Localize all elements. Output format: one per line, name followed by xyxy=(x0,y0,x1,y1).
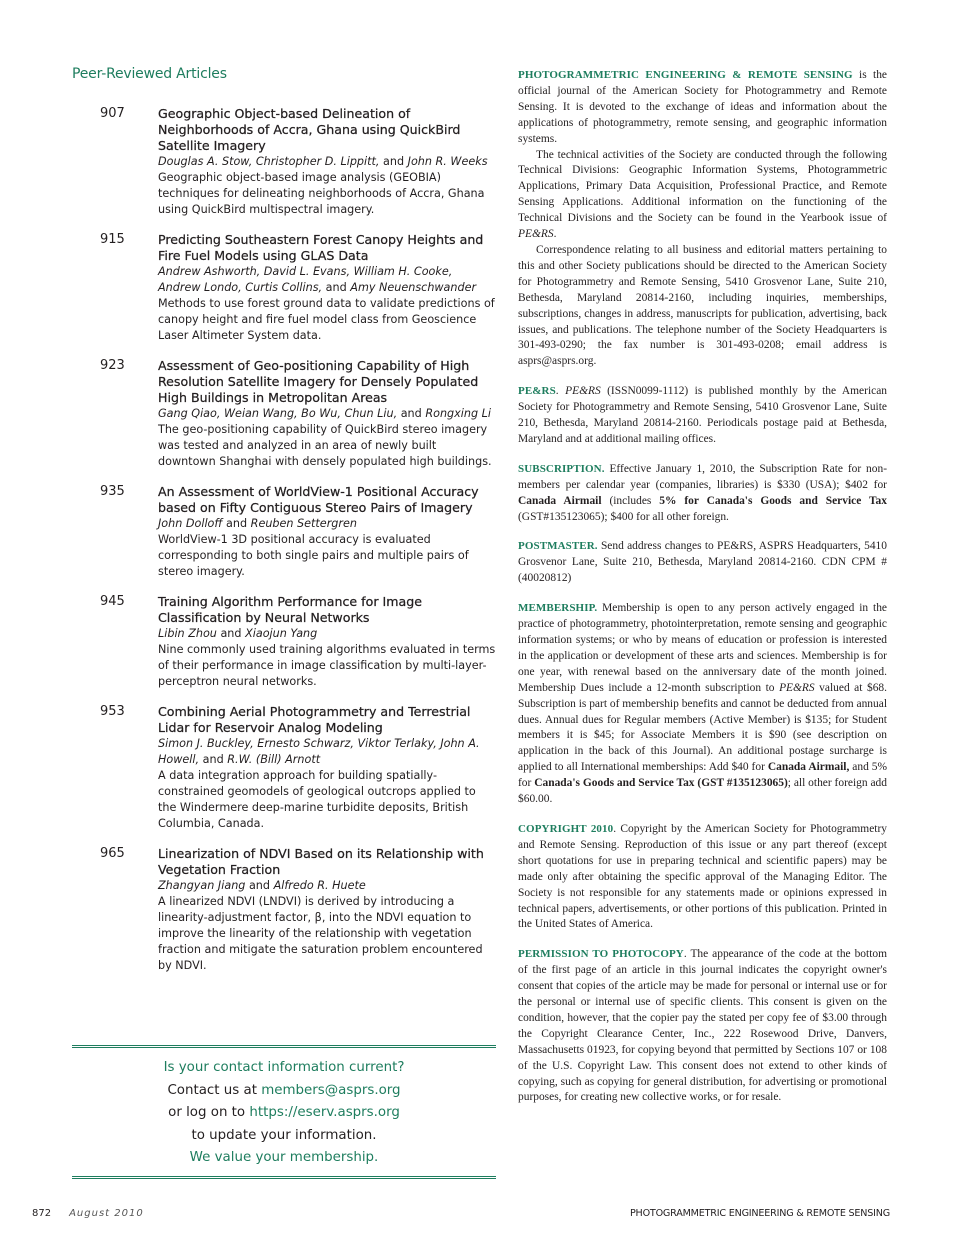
authors-b: John R. Weeks xyxy=(407,155,488,168)
article-abstract: A data integration approach for building spatially-constrained geomodels of geological outcrops applied to the Windermere deep-marine turbidite deposits, British Columbia, Canada. xyxy=(158,769,476,830)
journal-name-footer: PHOTOGRAMMETRIC ENGINEERING & REMOTE SENSING xyxy=(629,1208,890,1219)
authors-a: John Dolloff xyxy=(158,517,223,530)
article-authors xyxy=(158,626,497,642)
technical-paragraph xyxy=(518,148,887,243)
authors-and: and xyxy=(325,281,347,294)
article-page-number: 965 xyxy=(100,846,125,861)
article-abstract: WorldView-1 3D positional accuracy is evaluated corresponding to both single pairs and multiple pairs of stereo imagery. xyxy=(158,533,469,578)
technical-text-b: . xyxy=(553,228,557,241)
page-number: 872 xyxy=(32,1208,52,1219)
article-title[interactable]: Combining Aerial Photogrammetry and Terrestrial Lidar for Reservoir Analog Modeling xyxy=(158,704,471,735)
authors-b: R.W. (Bill) Arnott xyxy=(227,753,321,766)
subscription-heading: SUBSCRIPTION. xyxy=(518,462,605,475)
technical-text-a: The technical activities of the Society are conducted through the following Technical Divisions: Geographic Information Systems, Photogrammetric Applications, Primary Data Acquisition, Professional Practice, and Remote Sensing Applications. Additional information on the functioning of the Technical Divisions and the Society can be found in the Yearbook issue of xyxy=(518,148,887,225)
copyright-heading: COPYRIGHT 2010 xyxy=(518,822,614,835)
contact-value-line: We value your membership. xyxy=(189,1150,379,1166)
article-authors xyxy=(158,264,497,296)
membership-bold-b: Canada's Goods and Service Tax (GST #135123065) xyxy=(534,777,788,790)
authors-a: Libin Zhou xyxy=(158,627,217,640)
article-entry xyxy=(72,704,497,832)
membership-paragraph xyxy=(518,601,887,808)
pers-text: (ISSN0099-1112) is published monthly by the American Society for Photogrammetry and Remote Sensing, 5410 Grosvenor Lane, Suite 210, Bethesda, Maryland 20814-2160. Periodicals postage paid at Bethesda, Maryland and at additional mailing offices. xyxy=(518,385,887,445)
article-page-number: 945 xyxy=(100,594,125,609)
postmaster-heading: POSTMASTER. xyxy=(518,540,598,553)
authors-b: Reuben Settergren xyxy=(250,517,357,530)
subscription-text-a: Effective January 1, 2010, the Subscription Rate for non-members per calendar year (companies, libraries) is $330 (USA); $402 for xyxy=(518,462,887,491)
authors-a: Simon J. Buckley, Ernesto Schwarz, Viktor Terlaky, John A. Howell, xyxy=(158,737,480,766)
authors-and: and xyxy=(202,753,224,766)
authors-and: and xyxy=(400,407,422,420)
page-footer-left xyxy=(32,1208,144,1219)
intro-paragraph xyxy=(518,68,887,148)
membership-bold-a: Canada Airmail, xyxy=(767,761,850,774)
contact-update-line: to update your information. xyxy=(191,1127,377,1143)
permission-paragraph xyxy=(518,947,887,1106)
authors-a: Andrew Ashworth, David L. Evans, William H. Cooke, Andrew Londo, Curtis Collins, xyxy=(158,265,453,294)
article-entry xyxy=(72,846,497,974)
membership-text-b: valued at $68. Subscription is part of membership benefits and cannot be deducted from annual dues. Annual dues for Regular members (Active Member) is $135; for Student members it is $45; for Associate Members it is $90 (see description on application in the back of this Journal). An additional postage surcharge is applied to all International memberships: Add $40 for xyxy=(518,681,887,774)
article-title[interactable]: Training Algorithm Performance for Image Classification by Neural Networks xyxy=(158,594,422,625)
subscription-paragraph xyxy=(518,462,887,526)
article-title[interactable]: An Assessment of WorldView-1 Positional Accuracy based on Fifty Contiguous Stereo Pairs of Imagery xyxy=(158,484,479,515)
membership-text-c: and 5% for xyxy=(518,761,887,790)
authors-and: and xyxy=(248,879,271,892)
section-title: Peer-Reviewed Articles xyxy=(72,66,227,82)
contact-email-link[interactable]: members@asprs.org xyxy=(261,1082,401,1098)
article-entry xyxy=(72,358,497,470)
article-page-number: 935 xyxy=(100,484,125,499)
article-abstract: The geo-positioning capability of QuickBird stereo imagery was tested and analyzed in an area of newly built downtown Shanghai with densely populated high buildings. xyxy=(158,423,492,468)
membership-italic: PE&RS xyxy=(779,681,815,694)
article-abstract: A linearized NDVI (LNDVI) is derived by introducing a linearity-adjustment factor, β, into the NDVI equation to improve the linearity of the relationship with vegetation fraction and mitigate the saturation problem encountered by NDVI. xyxy=(158,895,483,972)
authors-a: Zhangyan Jiang xyxy=(158,879,246,892)
article-page-number: 953 xyxy=(100,704,125,719)
article-authors xyxy=(158,736,497,768)
masthead-column xyxy=(518,68,887,1120)
article-entry xyxy=(72,232,497,344)
subscription-bold-a: Canada Airmail xyxy=(518,494,602,507)
pers-heading: PE&RS xyxy=(518,385,556,398)
article-title[interactable]: Predicting Southeastern Forest Canopy Heights and Fire Fuel Models using GLAS Data xyxy=(158,232,484,263)
subscription-bold-b: 5% for Canada's Goods and Service Tax xyxy=(659,494,887,507)
authors-a: Douglas A. Stow, Christopher D. Lippitt, xyxy=(158,155,380,168)
authors-b: Amy Neuenschwander xyxy=(350,281,477,294)
article-title[interactable]: Assessment of Geo-positioning Capability of High Resolution Satellite Imagery for Densely Populated High Buildings in Metropolitan Areas xyxy=(158,358,479,405)
intro-text: is the official journal of the American Society for Photogrammetry and Remote Sensing. It is devoted to the exchange of ideas and information about the applications of photogrammetry, remote sensing, and geographic information systems. xyxy=(518,69,887,145)
article-entry xyxy=(72,106,497,218)
authors-and: and xyxy=(383,155,405,168)
article-authors xyxy=(158,406,497,422)
article-page-number: 923 xyxy=(100,358,125,373)
contact-question: Is your contact information current? xyxy=(163,1060,405,1075)
article-authors xyxy=(158,154,497,170)
contact-url-prefix: or log on to xyxy=(168,1105,250,1121)
article-authors xyxy=(158,516,497,532)
authors-b: Xiaojun Yang xyxy=(245,627,318,640)
issue-date: August 2010 xyxy=(69,1208,144,1219)
contents-column xyxy=(72,66,497,988)
article-title[interactable]: Geographic Object-based Delineation of Neighborhoods of Accra, Ghana using QuickBird Satellite Imagery xyxy=(158,106,461,153)
technical-text-italic: PE&RS xyxy=(518,228,554,241)
contact-url-link[interactable]: https://eserv.asprs.org xyxy=(249,1105,400,1121)
permission-heading: PERMISSION TO PHOTOCOPY xyxy=(518,948,684,961)
authors-b: Rongxing Li xyxy=(425,407,491,420)
authors-b: Alfredo R. Huete xyxy=(273,879,366,892)
copyright-text: . Copyright by the American Society for Photogrammetry and Remote Sensing. Reproduction of this issue or any part thereof (except short quotations for use in preparing technical and scientific papers) may be made only after obtaining the specific approval of the Managing Editor. The Society is not responsible for any statements made or opinions expressed in technical papers, advertisements, or other portions of this publication. Printed in the United States of America. xyxy=(518,822,887,931)
contact-url-line xyxy=(72,1102,496,1125)
contact-info-box xyxy=(72,1045,496,1179)
article-abstract: Nine commonly used training algorithms evaluated in terms of their performance in image classification by multi-layer-perceptron neural networks. xyxy=(158,643,496,688)
article-page-number: 915 xyxy=(100,232,125,247)
article-abstract: Geographic object-based image analysis (GEOBIA) techniques for delineating neighborhoods of Accra, Ghana using QuickBird multispectral imagery. xyxy=(158,171,485,216)
copyright-paragraph xyxy=(518,822,887,933)
correspondence-paragraph: Correspondence relating to all business and editorial matters pertaining to this and other Society publications should be directed to the American Society for Photogrammetry and Remote Sensing, 5410 Grosvenor Lane, Suite 210, Bethesda, Maryland 20814-2160, including inquiries, memberships, subscriptions, changes in address, manuscripts for publication, advertising, back issues, and publications. The telephone number of the Society Headquarters is 301-493-0290; the fax number is 301-493-0208; email address is asprs@asprs.org. xyxy=(518,243,887,368)
intro-heading: PHOTOGRAMMETRIC ENGINEERING & REMOTE SENSING xyxy=(518,69,853,81)
article-title[interactable]: Linearization of NDVI Based on its Relationship with Vegetation Fraction xyxy=(158,846,484,877)
authors-and: and xyxy=(226,517,248,530)
pers-italic: PE&RS xyxy=(565,385,601,398)
article-entry xyxy=(72,594,497,690)
pers-separator: . xyxy=(555,385,566,398)
membership-text-d: ; all other foreign add $60.00. xyxy=(518,777,887,806)
contact-email-prefix: Contact us at xyxy=(167,1082,262,1098)
article-abstract: Methods to use forest ground data to validate predictions of canopy height and fire fuel model class from Geoscience Laser Altimeter System data. xyxy=(158,297,495,342)
permission-text: . The appearance of the code at the bottom of the first page of an article in this journal indicates the copyright owner's consent that copies of the article may be made for personal or internal use or for the personal or internal use of specific clients. This consent is given on the condition, however, that the copier pay the stated per copy fee of $3.00 through the Copyright Clearance Center, Inc., 222 Rosewood Drive, Danvers, Massachusetts 01923, for copying beyond that permitted by Sections 107 or 108 of the U.S. Copyright Law. This consent does not extend to other kinds of copying, such as copying for general distribution, for advertising or promotional purposes, for creating new collective works, or for resale. xyxy=(518,948,887,1104)
authors-a: Gang Qiao, Weian Wang, Bo Wu, Chun Liu, xyxy=(158,407,398,420)
subscription-text-b: (includes xyxy=(601,494,660,507)
contact-email-line xyxy=(72,1080,496,1103)
postmaster-text: Send address changes to PE&RS, ASPRS Headquarters, 5410 Grosvenor Lane, Suite 210, Bethesda, Maryland 20814-2160. CDN CPM #(40020812) xyxy=(518,540,887,585)
article-page-number: 907 xyxy=(100,106,125,121)
pers-paragraph xyxy=(518,384,887,448)
postmaster-paragraph xyxy=(518,539,887,587)
membership-heading: MEMBERSHIP. xyxy=(518,602,598,615)
article-authors xyxy=(158,878,497,894)
subscription-text-c: (GST#135123065); $400 for all other foreign. xyxy=(518,510,729,523)
membership-text-a: Membership is open to any person actively engaged in the practice of photogrammetry, photointerpretation, remote sensing and geographic information systems; or who by means of education or profession is interested in the application or development of these arts and sciences. Membership is for one year, with renewal based on the anniversary date of the month joined. Membership Dues include a 12-month subscription to xyxy=(518,602,887,694)
article-entry xyxy=(72,484,497,580)
authors-and: and xyxy=(220,627,242,640)
